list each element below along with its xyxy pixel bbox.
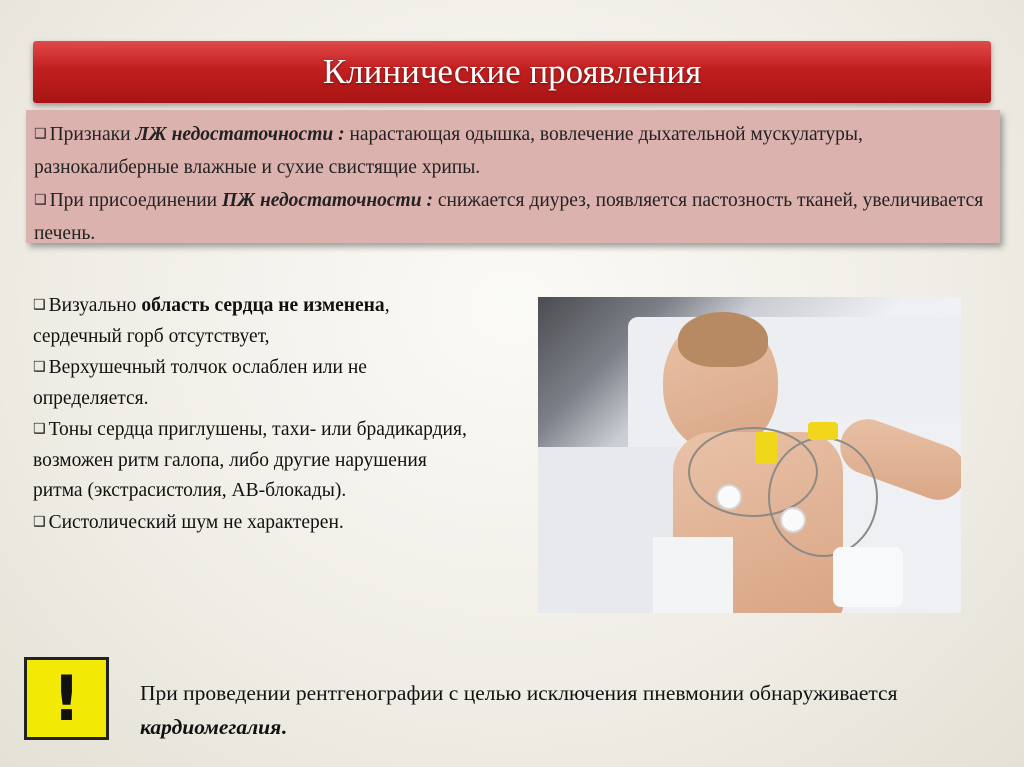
warning-sign: [24, 657, 109, 740]
checkbox-bullet-icon: ❑: [34, 192, 47, 208]
note-term: кардиомегалия: [140, 715, 282, 739]
list-item-bold-text: область сердца не изменена: [141, 295, 385, 316]
xray-note: [140, 676, 990, 744]
list-item-text: Систолический шум не характерен.: [48, 511, 344, 533]
rv-failure-item: [34, 184, 990, 250]
ecg-electrode: [716, 484, 742, 510]
title-bar: [33, 41, 991, 103]
list-item: [33, 507, 473, 539]
exclamation-icon: !: [52, 662, 81, 735]
list-item-text: Верхушечный толчок ослаблен или не определяется.: [33, 357, 367, 409]
list-item: [33, 414, 473, 507]
checkbox-bullet-icon: ❑: [34, 126, 47, 142]
list-item-text: Визуально: [48, 295, 142, 316]
note-period: .: [281, 715, 287, 739]
rv-failure-term: ПЖ недостаточности :: [222, 190, 433, 211]
lv-failure-prefix: Признаки: [49, 124, 136, 145]
list-item-text: Тоны сердца приглушены, тахи- или брадикардия, возможен ритм галопа, либо другие нарушения ритма (экстрасистолия, АВ-блокады).: [33, 419, 467, 501]
rv-failure-text: снижается диурез, появляется пастозность тканей, увеличивается печень.: [34, 190, 984, 244]
cardiac-findings-list: [33, 290, 473, 538]
ecg-wire: [768, 437, 878, 557]
checkbox-bullet-icon: ❑: [33, 359, 46, 375]
dressing: [653, 537, 733, 613]
checkbox-bullet-icon: ❑: [33, 297, 46, 313]
page-title: Клинические проявления: [322, 52, 702, 91]
rv-failure-prefix: При присоединении: [49, 190, 222, 211]
ecg-electrode: [780, 507, 806, 533]
yellow-clip: [808, 422, 838, 440]
checkbox-bullet-icon: ❑: [33, 421, 46, 437]
lv-failure-item: [34, 118, 990, 184]
yellow-clip: [755, 432, 777, 464]
list-item: [33, 352, 473, 414]
list-item-text: , сердечный горб отсутствует,: [33, 295, 390, 347]
note-text: При проведении рентгенографии с целью исключения пневмонии обнаруживается: [140, 681, 898, 705]
list-item: [33, 290, 473, 352]
medical-device: [833, 547, 903, 607]
patient-photo: [538, 297, 961, 613]
heart-failure-signs-box: [26, 110, 1000, 243]
checkbox-bullet-icon: ❑: [33, 513, 46, 530]
lv-failure-term: ЛЖ недостаточности :: [135, 124, 345, 145]
lv-failure-text: нарастающая одышка, вовлечение дыхательной мускулатуры, разнокалиберные влажные и сухие свистящие хрипы.: [34, 124, 863, 178]
child-hair: [678, 312, 768, 367]
